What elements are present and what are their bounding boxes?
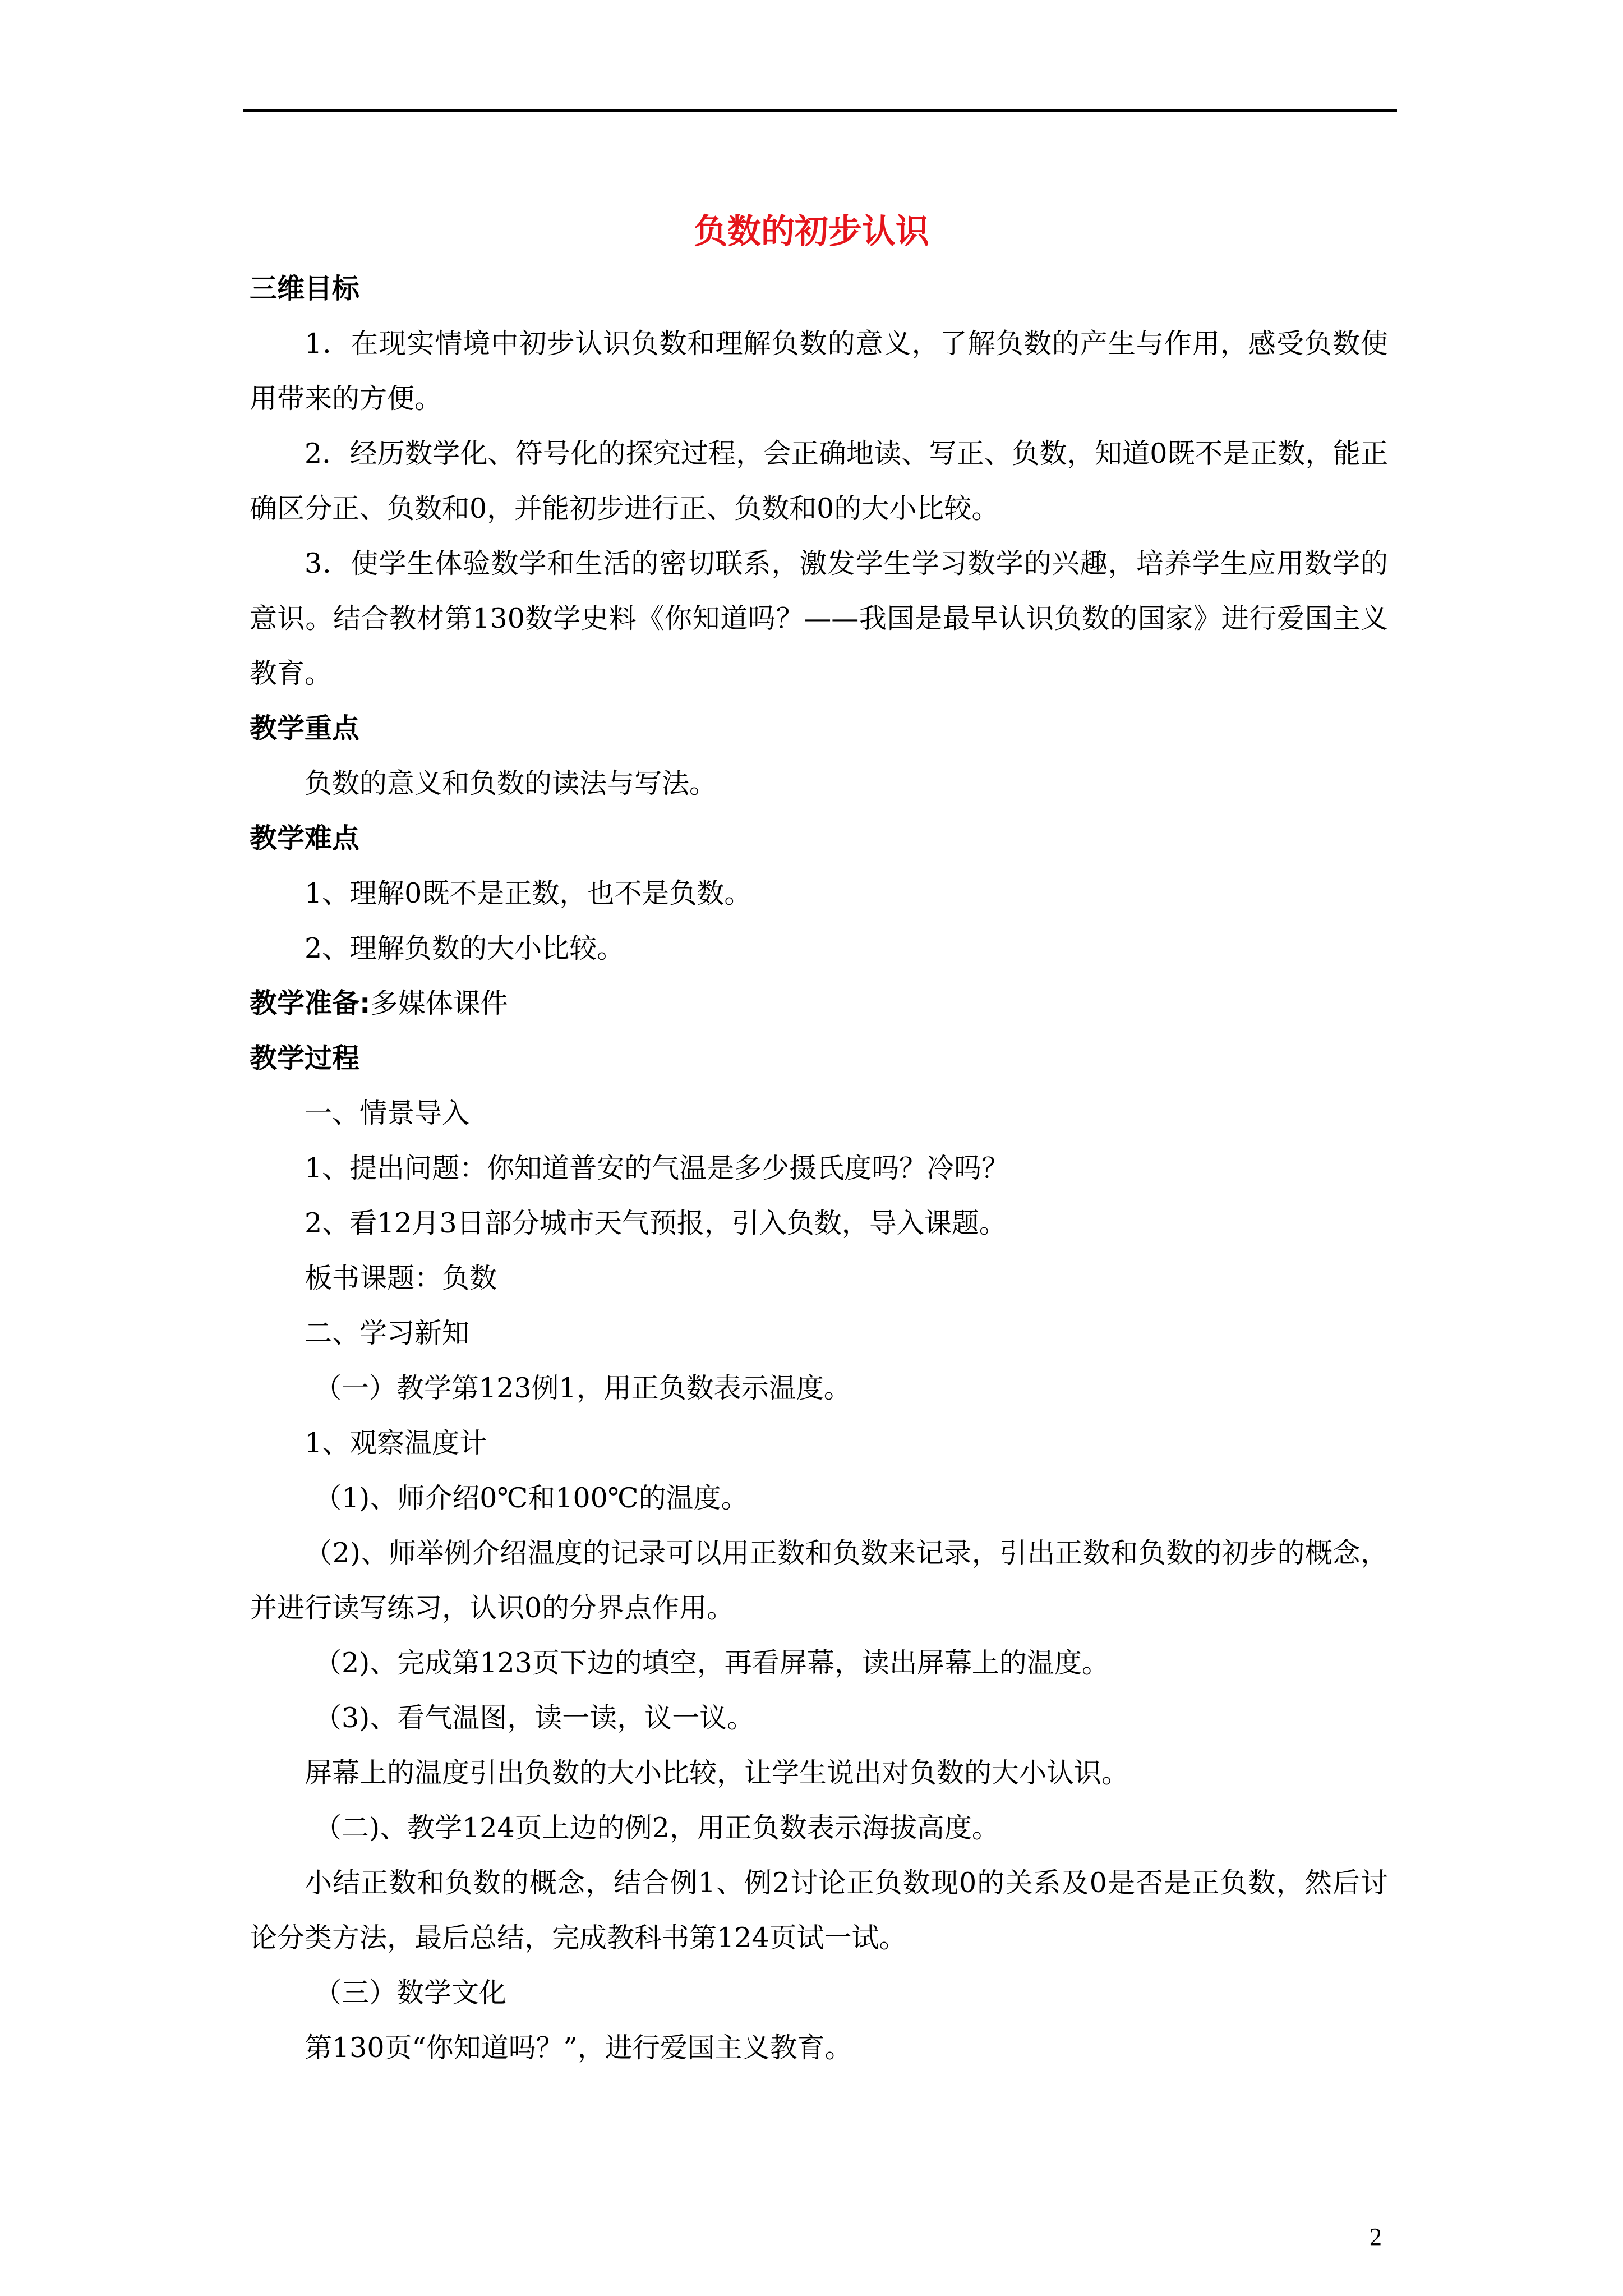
goals-heading: 三维目标 <box>250 273 360 305</box>
document-title: 负数的初步认识 <box>694 212 929 251</box>
document-body <box>250 261 1388 2076</box>
section-2-a-step-1-3: （2)、完成第123页下边的填空，再看屏幕，读出屏幕上的温度。 <box>314 1647 1109 1679</box>
prep-line <box>250 976 1388 1031</box>
section-2-a-step-1-4: （3)、看气温图，读一读，议一议。 <box>314 1702 755 1734</box>
difficulty-heading: 教学难点 <box>250 822 360 854</box>
prep-colon: : <box>359 987 371 1019</box>
section-1-item-2: 2、看12月3日部分城市天气预报，引入负数，导入课题。 <box>305 1207 1007 1239</box>
section-2-a-step-1-2: （2)、师举例介绍温度的记录可以用正数和负数来记录，引出正数和负数的初步的概念，并进行读写练习，认识0的分界点作用。 <box>250 1537 1388 1624</box>
section-2-part-c: （三）数学文化 <box>314 1977 507 2009</box>
goal-1: 1．在现实情境中初步认识负数和理解负数的意义，了解负数的产生与作用，感受负数使用带来的方便。 <box>250 328 1388 415</box>
prep-text: 多媒体课件 <box>370 987 508 1019</box>
section-2-a-step-1: 1、观察温度计 <box>305 1427 487 1459</box>
section-2-a-step-1-1: （1)、师介绍0℃和100℃的温度。 <box>314 1482 749 1514</box>
section-2-part-b: （二)、教学124页上边的例2，用正负数表示海拔高度。 <box>314 1812 999 1844</box>
section-1-heading: 一、情景导入 <box>305 1097 470 1129</box>
section-2-part-a: （一）教学第123例1，用正负数表示温度。 <box>314 1372 851 1404</box>
difficulty-1: 1、理解0既不是正数，也不是负数。 <box>305 877 752 909</box>
section-2-c-text: 第130页“你知道吗？”，进行爱国主义教育。 <box>305 2032 852 2064</box>
process-heading: 教学过程 <box>250 1042 360 1074</box>
key-heading: 教学重点 <box>250 712 360 744</box>
difficulty-2: 2、理解负数的大小比较。 <box>305 932 625 964</box>
goal-3: 3．使学生体验数学和生活的密切联系，激发学生学习数学的兴趣，培养学生应用数学的意识。结合教材第130数学史料《你知道吗？——我国是最早认识负数的国家》进行爱国主义教育。 <box>250 547 1388 689</box>
prep-label: 教学准备 <box>250 987 360 1019</box>
board-topic: 板书课题：负数 <box>305 1262 497 1294</box>
section-2-heading: 二、学习新知 <box>305 1317 470 1349</box>
section-2-b-summary: 小结正数和负数的概念，结合例1、例2讨论正负数现0的关系及0是否是正负数，然后讨论分类方法，最后总结，完成教科书第124页试一试。 <box>250 1867 1388 1954</box>
header-rule <box>243 109 1397 112</box>
key-text: 负数的意义和负数的读法与写法。 <box>305 767 717 799</box>
page-number: 2 <box>1370 2223 1382 2251</box>
section-2-a-step-2: 屏幕上的温度引出负数的大小比较，让学生说出对负数的大小认识。 <box>305 1757 1129 1789</box>
goal-2: 2．经历数学化、符号化的探究过程，会正确地读、写正、负数，知道0既不是正数，能正确区分正、负数和0，并能初步进行正、负数和0的大小比较。 <box>250 438 1388 524</box>
section-1-item-1: 1、提出问题：你知道普安的气温是多少摄氏度吗？冷吗？ <box>305 1152 1009 1184</box>
